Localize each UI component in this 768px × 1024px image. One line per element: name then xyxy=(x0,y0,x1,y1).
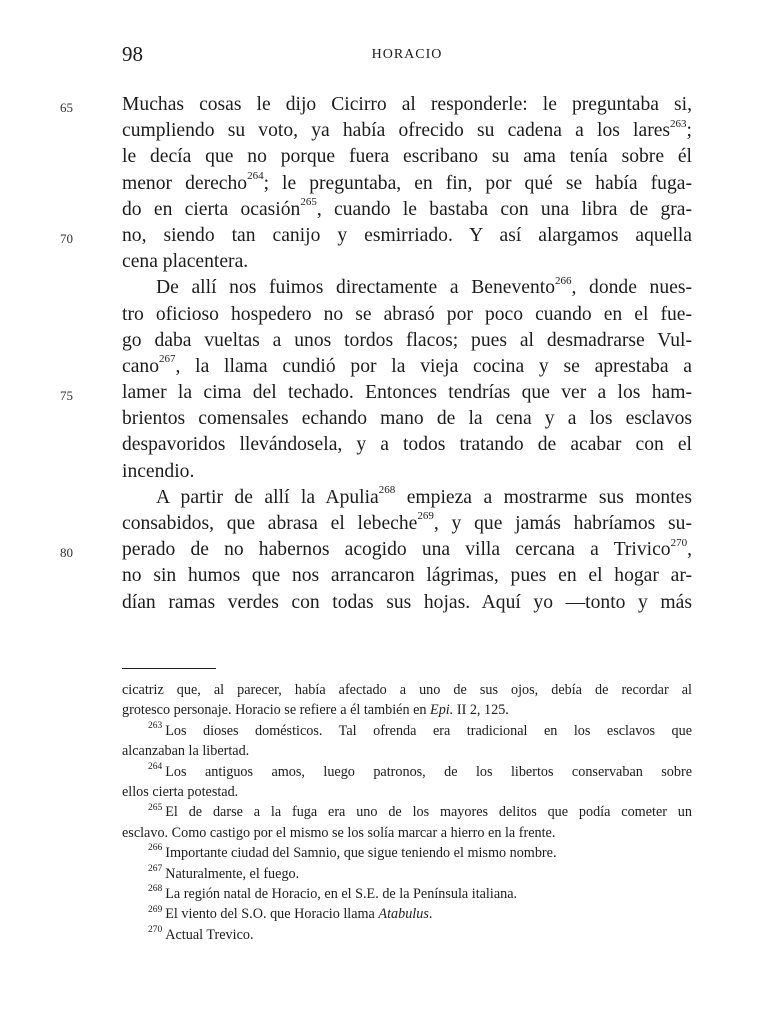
main-text xyxy=(60,92,693,616)
text-line: cano$^{267}$, la llama cundió por la vieja cocina y se aprestaba a xyxy=(122,353,692,377)
text-line: go daba vueltas a unos tordos flacos; pues al desmadrarse Vul- xyxy=(122,329,692,351)
text-line: do en cierta ocasión$^{265}$, cuando le bastaba con una libra de gra- xyxy=(122,196,692,220)
text-line: 70 no, siendo tan canijo y esmirriado. Y así alargamos aquella xyxy=(122,223,692,249)
footnotes xyxy=(122,680,692,945)
footnote-ref: 264 xyxy=(247,170,264,183)
footnote-ref: 268 xyxy=(378,484,396,497)
footnote-number: 266 xyxy=(148,843,163,854)
footnote-ref: 269 xyxy=(417,510,434,523)
footnote-263: $^{263}$ Los dioses domésticos. Tal ofrenda era tradicional en los esclavos que xyxy=(148,721,692,739)
text-line: A partir de allí la Apulia$^{268}$ empieza a mostrarme sus montes xyxy=(156,484,692,508)
footnote-ref: 270 xyxy=(670,536,688,549)
text-line: le decía que no porque fuera escribano su ama tenía sobre él xyxy=(122,146,692,168)
page-header xyxy=(122,42,692,72)
footnote-268: $^{268}$ La región natal de Horacio, en el S.E. de la Península italiana. xyxy=(148,884,518,902)
footnote-270: $^{270}$ Actual Trevico. xyxy=(148,924,254,943)
footnote-line: ellos cierta potestad. xyxy=(122,783,239,800)
text-line: De allí nos fuimos directamente a Benevento$^{266}$, donde nues- xyxy=(156,274,692,299)
text-line: incendio. xyxy=(122,460,195,482)
text-line: tro oficioso hospedero no se abrasó por poco cuando en el fue- xyxy=(122,303,692,325)
footnote-265: $^{265}$ El de darse a la fuga era uno de los mayores delitos que podía cometer un xyxy=(148,802,692,821)
footnote-266: $^{266}$ Importante ciudad del Samnio, que sigue teniendo el mismo nombre. xyxy=(148,843,557,862)
text-line: no sin humos que nos arrancaron lágrimas, pues en el hogar ar- xyxy=(122,565,692,587)
text-line: menor derecho$^{264}$; le preguntaba, en fin, por qué se había fuga- xyxy=(122,170,692,194)
footnote-number: 263 xyxy=(148,721,163,732)
footnote-number: 268 xyxy=(148,884,163,895)
footnote-ref: 266 xyxy=(555,274,572,287)
footnote-ref: 267 xyxy=(159,353,176,366)
footnote-line: cicatriz que, al parecer, había afectado a uno de sus ojos, debía de recordar al xyxy=(122,682,692,698)
text-line: 65 Muchas cosas le dijo Cicirro al responderle: le preguntaba si, xyxy=(122,92,692,118)
text-line: consabidos, que abrasa el lebeche$^{269}$, y que jamás habríamos su- xyxy=(122,510,693,534)
footnote-line: grotesco personaje. Horacio se refiere a él también en Epi. II 2, 125. xyxy=(122,702,509,719)
footnote-number: 264 xyxy=(148,761,163,772)
line-number: 75 xyxy=(60,388,73,404)
line-number: 70 xyxy=(60,230,73,246)
text-line: despavoridos llevándosela, y a todos tratando de acabar con el xyxy=(122,434,692,456)
footnote-264: $^{264}$ Los antiguos amos, luego patronos, de los libertos conservaban sobre xyxy=(148,761,692,780)
text-line: cena placentera. xyxy=(122,251,249,273)
footnote-number: 270 xyxy=(148,924,163,935)
footnote-number: 267 xyxy=(148,863,163,874)
line-number: 65 xyxy=(60,100,73,115)
text-line: 80 perado de no habernos acogido una villa cercana a Trivico$^{270}$, xyxy=(122,537,692,563)
footnote-number: 269 xyxy=(148,904,163,915)
text-line: brientos comensales echando mano de la cena y a los esclavos xyxy=(122,408,692,430)
text-line: cumpliendo su voto, ya había ofrecido su cadena a los lares$^{263}$; xyxy=(122,117,692,142)
running-title: HORACIO xyxy=(371,47,443,62)
line-number: 80 xyxy=(60,545,73,561)
footnote-ref: 263 xyxy=(670,117,687,130)
footnote-ref: 265 xyxy=(300,196,317,209)
text-line: 75 lamer la cima del techado. Entonces tendrías que ver a los ham- xyxy=(122,380,692,406)
footnote-divider xyxy=(122,668,216,669)
footnote-269: $^{269}$ El viento del S.O. que Horacio llama Atabulus. xyxy=(148,904,433,923)
footnote-line: alcanzaban la libertad. xyxy=(122,743,250,760)
footnote-line: esclavo. Como castigo por el mismo se los solía marcar a hierro en la frente. xyxy=(122,824,556,841)
footnote-267: $^{267}$ Naturalmente, el fuego. xyxy=(148,863,300,882)
page-number: 98 xyxy=(122,42,143,66)
text-line: dían ramas verdes con todas sus hojas. Aquí yo —tonto y más xyxy=(122,591,692,613)
footnote-number: 265 xyxy=(148,802,163,813)
